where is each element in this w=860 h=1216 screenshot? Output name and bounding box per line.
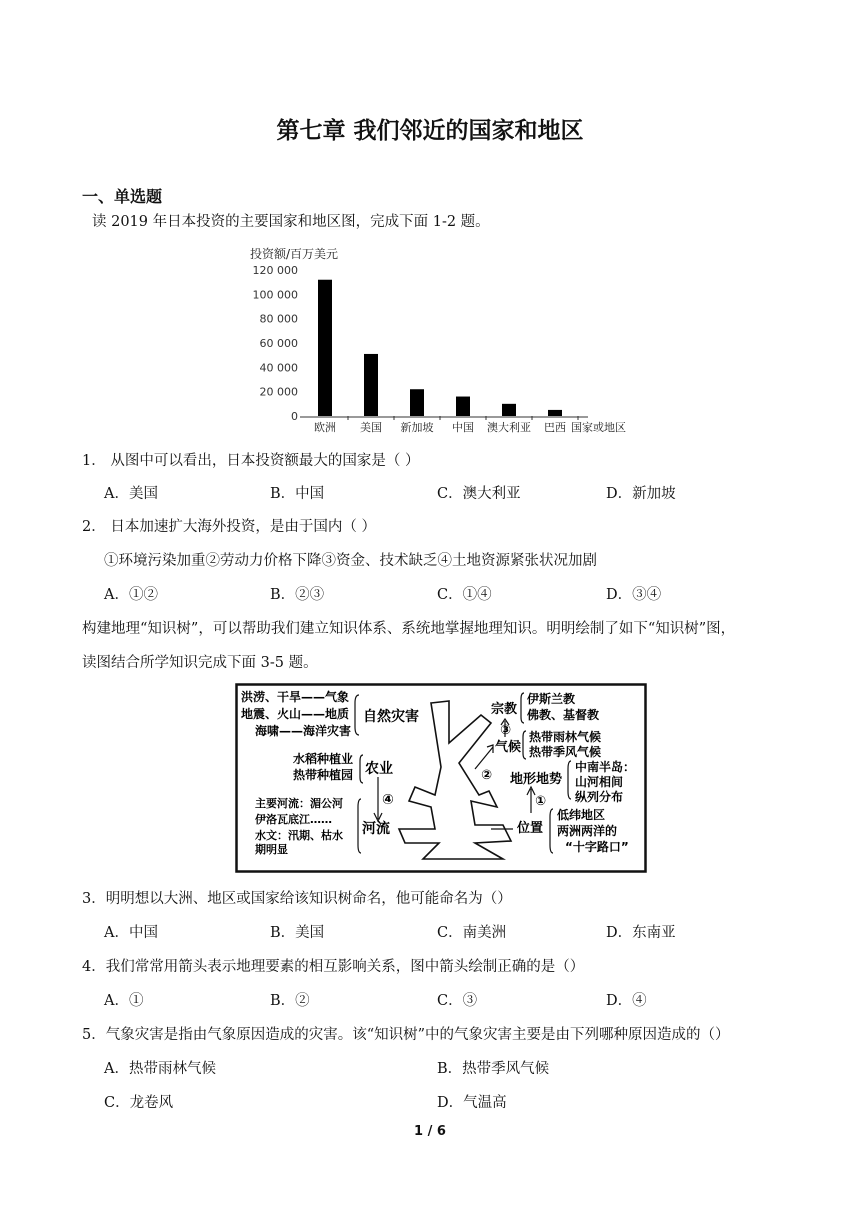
q2-option-c[interactable]: C．①④ xyxy=(437,587,492,603)
q2-option-b[interactable]: B．②③ xyxy=(270,587,325,603)
y-tick-label: 80 000 xyxy=(259,312,298,326)
x-tick-label: 中国 xyxy=(452,421,474,434)
page-title: 第七章 我们邻近的国家和地区 xyxy=(276,118,584,144)
bar-5 xyxy=(548,410,562,416)
tree-river-item-2: 伊洛瓦底江…… xyxy=(255,813,332,826)
tree-location-item-3: “十字路口” xyxy=(565,840,629,854)
tree-number-1: ① xyxy=(535,794,547,809)
tree-location-item-2: 两洲两洋的 xyxy=(557,824,618,838)
x-tick-label: 澳大利亚 xyxy=(487,421,531,434)
tree-left-item-2: 地震、火山——地质 xyxy=(241,707,350,721)
tree-climate: 气候 xyxy=(495,740,522,755)
question-1-stem: 1． 从图中可以看出，日本投资额最大的国家是（ ） xyxy=(82,453,420,469)
tree-terrain: 地形地势 xyxy=(510,772,563,787)
q1-option-d[interactable]: D．新加坡 xyxy=(606,486,676,502)
tree-climate-item-1: 热带雨林气候 xyxy=(529,730,602,744)
tree-left-item-1: 洪涝、干旱——气象 xyxy=(241,690,350,704)
intro-text-1: 读 2019 年日本投资的主要国家和地区图，完成下面 1-2 题。 xyxy=(92,214,490,230)
bar-4 xyxy=(502,404,516,416)
tree-number-4: ④ xyxy=(382,792,394,808)
q4-option-c[interactable]: C．③ xyxy=(437,993,478,1009)
question-2-stem: 2． 日本加速扩大海外投资，是由于国内（ ） xyxy=(82,519,376,535)
tree-river-item-3: 水文：汛期、枯水 xyxy=(255,829,343,842)
tree-number-3: ③ xyxy=(500,723,512,738)
x-tick-label: 美国 xyxy=(360,421,382,434)
question-3-stem: 3．明明想以大洲、地区或国家给该知识树命名，他可能命名为（） xyxy=(82,891,512,907)
intro-text-2-line-2: 读图结合所学知识完成下面 3-5 题。 xyxy=(82,655,318,671)
bar-3 xyxy=(456,397,470,416)
y-tick-label: 120 000 xyxy=(252,264,298,277)
y-tick-label: 100 000 xyxy=(252,288,298,302)
question-2-statements: ①环境污染加重②劳动力价格下降③资金、技术缺乏④土地资源紧张状况加剧 xyxy=(104,553,597,569)
q5-option-d[interactable]: D．气温高 xyxy=(437,1095,507,1111)
q3-option-c[interactable]: C．南美洲 xyxy=(437,925,507,941)
q2-option-a[interactable]: A．①② xyxy=(104,587,158,603)
chart-bars xyxy=(318,280,562,416)
x-tick-label: 巴西 xyxy=(544,421,566,434)
q5-option-a[interactable]: A．热带雨林气候 xyxy=(104,1061,216,1077)
tree-agriculture: 农业 xyxy=(365,761,393,777)
tree-river-item-4: 期明显 xyxy=(255,843,288,856)
tree-agri-item-2: 热带种植园 xyxy=(293,768,354,782)
tree-location: 位置 xyxy=(517,821,544,836)
tree-number-2: ② xyxy=(481,768,493,783)
y-tick-label: 0 xyxy=(291,410,298,423)
q3-option-d[interactable]: D．东南亚 xyxy=(606,925,676,941)
tree-river: 河流 xyxy=(362,821,390,837)
x-tick-label: 新加坡 xyxy=(400,421,434,434)
q5-option-c[interactable]: C．龙卷风 xyxy=(104,1095,174,1111)
tree-agri-item-1: 水稻种植业 xyxy=(293,752,354,766)
bar-1 xyxy=(364,354,378,416)
tree-terrain-item-2: 山河相间 xyxy=(575,775,624,789)
q1-option-a[interactable]: A．美国 xyxy=(104,486,158,502)
q4-option-d[interactable]: D．④ xyxy=(606,993,647,1009)
q4-option-a[interactable]: A．① xyxy=(104,993,144,1009)
question-4-stem: 4．我们常常用箭头表示地理要素的相互影响关系，图中箭头绘制正确的是（） xyxy=(82,959,585,975)
tree-left-item-3: 海啸——海洋灾害 xyxy=(255,724,352,738)
knowledge-tree-figure xyxy=(235,683,647,873)
bar-0 xyxy=(318,280,332,416)
section-heading: 一、单选题 xyxy=(82,187,163,206)
q3-option-b[interactable]: B．美国 xyxy=(270,925,325,941)
x-tick-label: 欧洲 xyxy=(314,421,336,434)
chart-x-label: 国家或地区 xyxy=(571,421,626,434)
bar-2 xyxy=(410,389,424,416)
y-axis-ticks xyxy=(253,264,299,423)
q1-option-c[interactable]: C．澳大利亚 xyxy=(437,486,521,502)
q2-option-d[interactable]: D．③④ xyxy=(606,587,662,603)
investment-bar-chart xyxy=(240,240,640,440)
y-tick-label: 60 000 xyxy=(259,337,298,350)
tree-religion-item-2: 佛教、基督教 xyxy=(527,708,600,722)
tree-location-item-1: 低纬地区 xyxy=(557,808,606,822)
y-tick-label: 20 000 xyxy=(259,385,298,399)
x-axis-labels xyxy=(314,416,578,434)
tree-climate-item-2: 热带季风气候 xyxy=(529,745,602,759)
tree-river-item-1: 主要河流：湄公河 xyxy=(255,797,343,810)
tree-terrain-item-1: 中南半岛： xyxy=(575,760,636,774)
chart-y-label: 投资额/百万美元 xyxy=(250,247,339,261)
tree-natural-disaster: 自然灾害 xyxy=(363,709,419,725)
intro-text-2-line-1: 构建地理“知识树”，可以帮助我们建立知识体系、系统地掌握地理知识。明明绘制了如下“知识树”图， xyxy=(82,621,736,637)
q1-option-b[interactable]: B．中国 xyxy=(270,486,325,502)
question-5-stem: 5．气象灾害是指由气象原因造成的灾害。该“知识树”中的气象灾害主要是由下列哪种原因造成的（） xyxy=(82,1027,730,1043)
q5-option-b[interactable]: B．热带季风气候 xyxy=(437,1061,550,1077)
q3-option-a[interactable]: A．中国 xyxy=(104,925,158,941)
tree-religion: 宗教 xyxy=(491,702,518,717)
tree-terrain-item-3: 纵列分布 xyxy=(575,790,624,804)
page-number: 1 / 6 xyxy=(414,1124,446,1139)
y-tick-label: 40 000 xyxy=(259,361,298,375)
tree-religion-item-1: 伊斯兰教 xyxy=(527,692,576,706)
q4-option-b[interactable]: B．② xyxy=(270,993,310,1009)
